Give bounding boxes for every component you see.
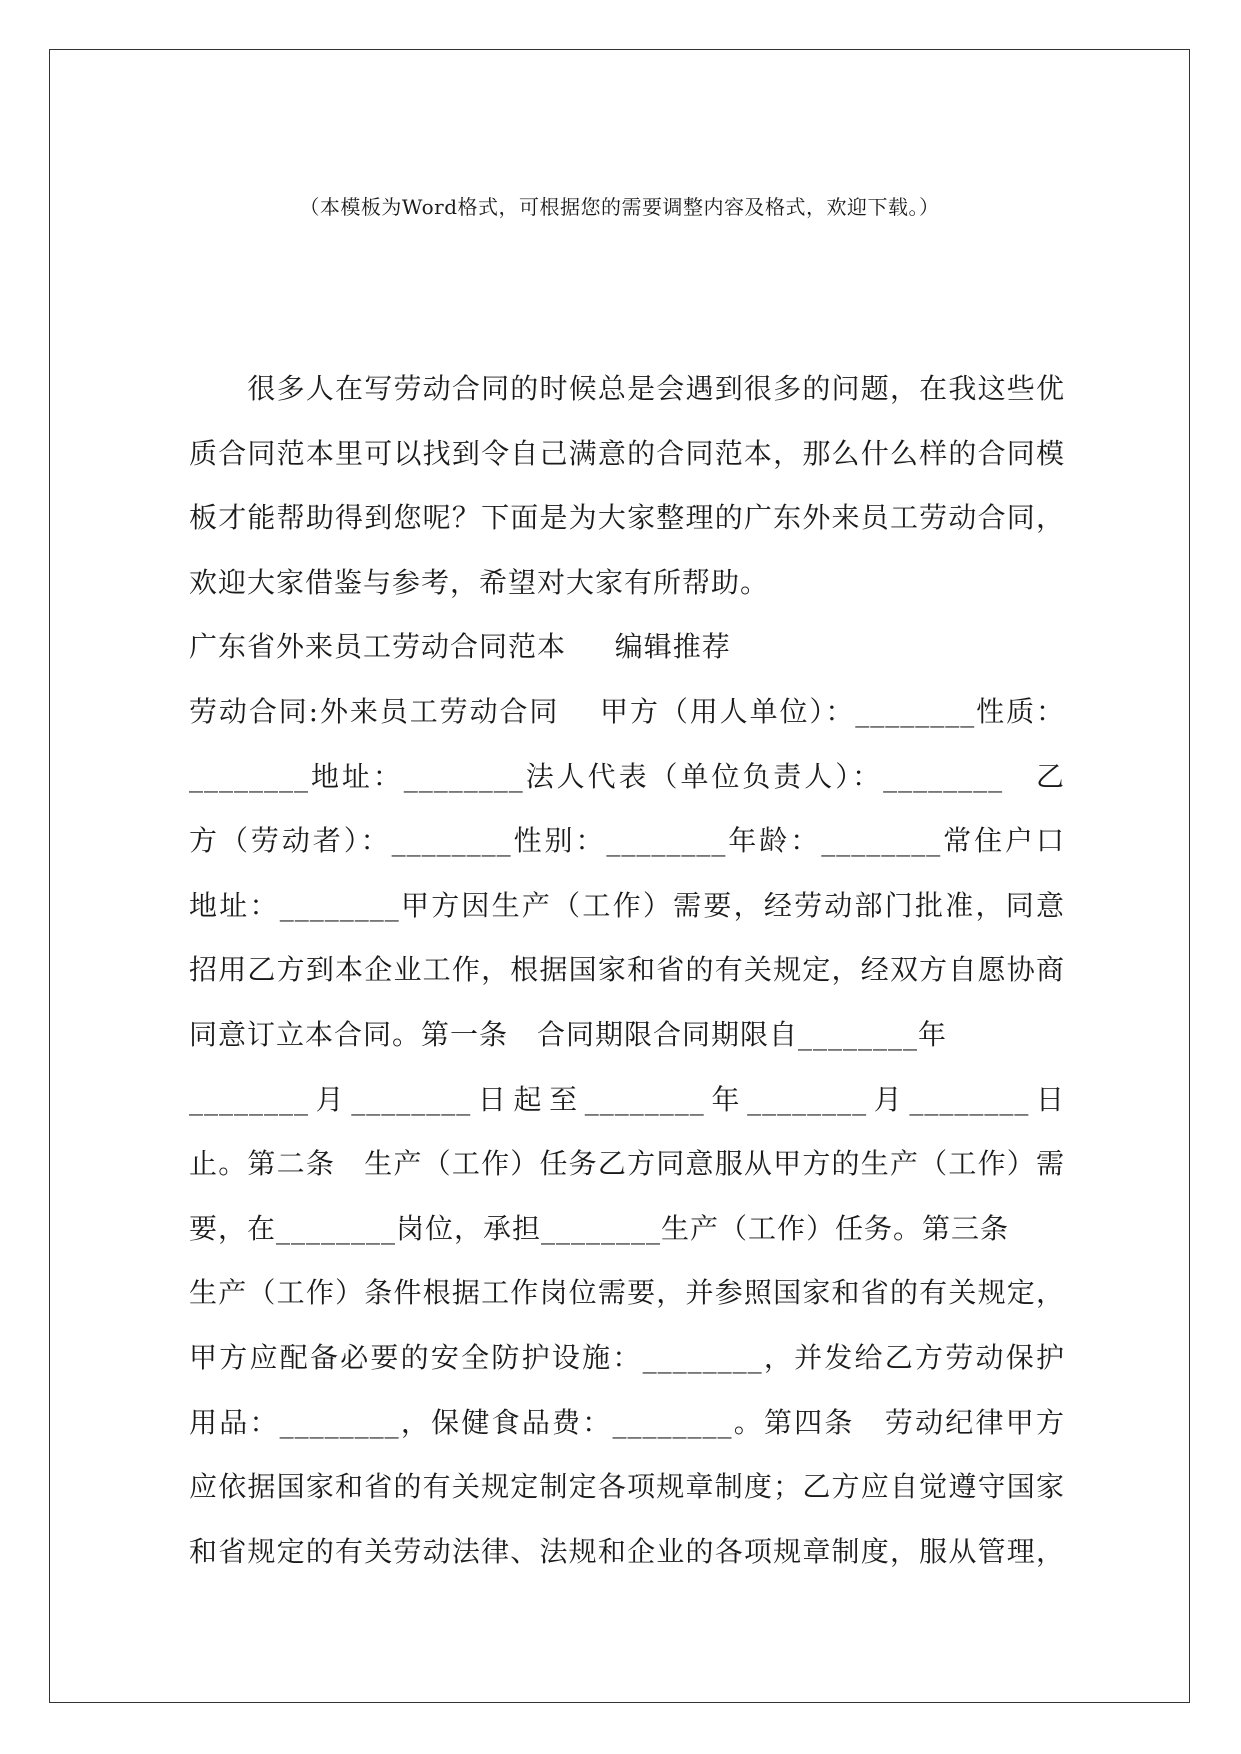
body-line: 方（劳动者）：________性别：________年龄：________常住户口 — [189, 824, 1065, 858]
body-line: 劳动合同:外来员工劳动合同 甲方（用人单位）：________性质： — [189, 694, 1065, 728]
body-line: 要，在________岗位，承担________生产（工作）任务。第三条 — [189, 1211, 1010, 1245]
body-line: 甲方应配备必要的安全防护设施：________，并发给乙方劳动保护 — [189, 1340, 1065, 1374]
body-line: 欢迎大家借鉴与参考，希望对大家有所帮助。 — [189, 565, 770, 599]
body-line: ________月________日起至________年________月________日 — [189, 1082, 1065, 1116]
document-body — [189, 357, 1065, 1584]
body-line: 同意订立本合同。第一条 合同期限合同期限自________年 — [189, 1017, 948, 1051]
body-line: 质合同范本里可以找到令自己满意的合同范本，那么什么样的合同模 — [189, 436, 1065, 470]
body-line: 广东省外来员工劳动合同范本 编辑推荐 — [189, 630, 731, 664]
body-line: 板才能帮助得到您呢？下面是为大家整理的广东外来员工劳动合同， — [189, 501, 1065, 535]
body-line: 止。第二条 生产（工作）任务乙方同意服从甲方的生产（工作）需 — [189, 1147, 1065, 1181]
template-notice: （本模板为Word格式，可根据您的需要调整内容及格式，欢迎下载。） — [299, 195, 940, 219]
body-line: 生产（工作）条件根据工作岗位需要，并参照国家和省的有关规定， — [189, 1276, 1065, 1310]
body-line: 很多人在写劳动合同的时候总是会遇到很多的问题，在我这些优 — [189, 372, 1065, 405]
body-line: 地址：________甲方因生产（工作）需要，经劳动部门批准，同意 — [189, 888, 1065, 922]
body-line: 招用乙方到本企业工作，根据国家和省的有关规定，经双方自愿协商 — [189, 953, 1065, 987]
body-line: 应依据国家和省的有关规定制定各项规章制度；乙方应自觉遵守国家 — [189, 1470, 1065, 1504]
body-line: ________地址：________法人代表（单位负责人）：________ 乙 — [189, 759, 1065, 793]
body-line: 用品：________，保健食品费：________。第四条 劳动纪律甲方 — [189, 1405, 1065, 1439]
body-line: 和省规定的有关劳动法律、法规和企业的各项规章制度，服从管理， — [189, 1534, 1065, 1568]
